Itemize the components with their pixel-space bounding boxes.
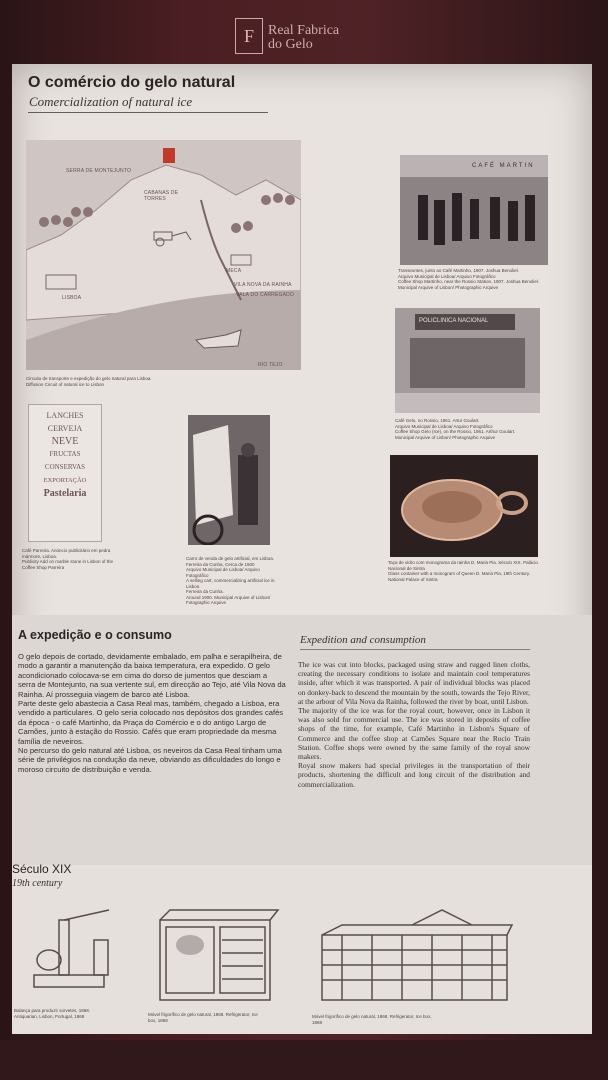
caption-line: National Palace of Sintra xyxy=(388,576,438,582)
caption-line: A selling cart, commercializing artificial ice in Lisbon. xyxy=(186,578,275,589)
photo-ice-cart xyxy=(188,415,270,545)
page-title: O comércio do gelo natural xyxy=(28,74,236,91)
poster-caption xyxy=(22,548,117,570)
crest-logo: F xyxy=(235,18,263,54)
expedition-text-pt xyxy=(18,652,286,774)
brand-name xyxy=(268,24,339,52)
title-divider xyxy=(28,112,268,113)
caption-line: Coffee Shop Martinho, near the Rossio Station, 1907. Joshua Benoliel. xyxy=(398,279,540,284)
label-meca: MECA xyxy=(226,268,242,274)
caption-line: Around 1900. Municipal Arquive of Lisbon/ Fotographic Arquive xyxy=(186,594,271,605)
route-map-drawing xyxy=(26,140,301,370)
page-subtitle: Comercialization of natural ice xyxy=(29,94,193,109)
caption-line: Café Gelo, no Rossio, 1961. Artur Goulart. xyxy=(395,418,480,423)
ice-box-drawing xyxy=(150,905,285,1010)
pt-paragraph: No percurso do gelo natural até Lisboa, os neveiros da Casa Real tinham uma série de privilégios na condução da neve, obviando as dificuldades do longo e moroso circuito de distribuição e venda. xyxy=(18,746,282,774)
caption-line: Transeuntes, junto ao Café Martinho, 1907. Joshua Benoliel. xyxy=(398,268,519,273)
red-marker-icon xyxy=(163,148,175,163)
ice-chest-caption: Móvel frigorífico de gelo natural, 1868. Refrigerator, Ice box, 1868 xyxy=(312,1014,432,1025)
caption-line: Carro de venda de gelo artificial, em Lisboa. xyxy=(186,556,275,561)
street xyxy=(395,393,540,413)
ice-box-caption: Móvel frigorífico de gelo natural, 1868. Refrigerator, Ice box, 1868 xyxy=(148,1012,258,1023)
brand-line-2: do Gelo xyxy=(268,37,313,52)
photo-cafe-martin xyxy=(400,155,548,265)
caption-line: Taça de vidro com monograma da rainha D. Maria Pia. Século XIX. Palácio Nacional de Sintra xyxy=(388,560,538,571)
header xyxy=(0,0,608,60)
glass-dish-drawing xyxy=(390,455,538,557)
en-paragraph: The ice was cut into blocks, packaged using straw and rugged linen cloths, creating the necessary conditions to isolate and maintain cool temperatures inside, after which it was transported. A pair of individual blocks was placed on donkey-back to descend the mountain by the south, towards the Tejo River, at the arbour of Vila Nova da Rainha, followed the river by boat, until Lisbon. xyxy=(298,660,530,706)
expedition-text-en xyxy=(298,660,530,789)
poster-line: CERVEJA xyxy=(47,424,83,433)
caption-line: Municipal Arquive of Lisbon/ Photographic Arquive xyxy=(395,434,496,440)
label-vila-nova: VILA NOVA DA RAINHA xyxy=(234,282,292,288)
caption-line: Arquivo Municipal de Lisboa/ Arquivo Fotográfico xyxy=(398,273,496,279)
century-heading: Século XIX xyxy=(12,862,72,876)
caption-line: Publicity Add on marble stone in Lisbon of the Coffee Shop Parreira xyxy=(22,559,114,570)
policlinica-sign: POLICLINICA NACIONAL xyxy=(419,318,489,324)
caption-line: Arquivo Municipal de Lisboa/ Arquivo Fotográfico xyxy=(186,567,260,578)
cafe-martin-sign: CAFÉ MARTIN xyxy=(472,163,535,169)
label-cabanas: CABANAS DE TORRES xyxy=(144,190,179,202)
caption-line: Café Parreira. Anúncio publicitário em pedra mármore, Lisboa. xyxy=(22,548,111,559)
ice-box-illustration xyxy=(150,905,285,1010)
caption-line: Ferreira da Cunha. xyxy=(186,589,224,594)
label-lisboa: LISBOA xyxy=(62,295,82,301)
photo-marble-poster xyxy=(28,404,102,542)
poster-line: FRUCTAS xyxy=(49,450,81,458)
poster-line: CONSERVAS xyxy=(44,463,86,471)
cafe-martin-caption xyxy=(398,268,548,290)
label-rio-tejo: RIO TEJO xyxy=(258,362,283,368)
caption-line: Municipal Arquive of Lisbon/ Photographic Arquive xyxy=(398,284,499,290)
caption-line: Ferreira da Cunha, Cerca de 1900 xyxy=(186,561,255,567)
shop-front xyxy=(410,338,525,388)
poster-line: EXPORTAÇÃO xyxy=(43,477,87,484)
map-caption xyxy=(26,376,176,387)
caption-line: Glass container with a monogram of Queen D. Maria Pia, 19th Century. xyxy=(388,571,530,576)
map-caption-pt: Circuito de transporte e expedição do gelo natural para Lisboa. xyxy=(26,376,152,381)
caption-line: Arquivo Municipal de Lisboa/ Arquivo Fotográfico xyxy=(395,423,493,429)
expedition-heading: A expedição e o consumo xyxy=(18,628,172,642)
pt-paragraph: Parte deste gelo abastecia a Casa Real mas, também, chegado a Lisboa, era vendido a particulares. O gelo seria colocado nos depósitos dos grandes cafés da época - o café Martinho, da Praça do Comércio e o do antigo Largo de Camões, junto à estação do Rossio. Cafés que eram propriedade da mesma família de neveiros. xyxy=(18,699,284,746)
en-paragraph: Royal snow makers had special privileges in the transportation of their products, shortening the difficult and long circuit of the distribution and commercialization. xyxy=(298,761,530,789)
en-paragraph: The majority of the ice was for the royal court, however, once in Lisbon it was also sold for commercial use. The ice was stored in deposits of coffee shops of the time, for example, Café Martinho in Lisbon's Square of Commerce and the coffee shop at Camões Square near the Rocio Train Station. Coffee shops were owned by the same family of the royal snow makers. xyxy=(298,706,530,762)
poster-line: Pastelaria xyxy=(43,488,87,499)
caption-line: Coffee Shop Gelo (Ice), on the Rossio, 1961. Arthur Goulart. xyxy=(395,429,516,434)
pt-paragraph: O gelo depois de cortado, devidamente embalado, em palha e serapilheira, de modo a garantir a manutenção da baixa temperatura, era expedido. O gelo acondicionado colocava-se em cima do dorso de jumentos que desciam a serra de Montejunto, na sua vertente sul, em direcção ao Tejo, até Vila Nova da Rainha. Aí prosseguia viagem de barco até Lisboa. xyxy=(18,652,286,699)
map-caption-en: Diffusion Circuit of natural ice to Lisbon xyxy=(26,381,104,387)
ice-chest-drawing xyxy=(312,905,517,1010)
label-montejunto: SERRA DE MONTEJUNTO xyxy=(66,168,132,174)
machine-caption: Balança para produzir sorvetes, 1868. Antiquarian, Lisbon, Portugal, 1868 xyxy=(14,1008,91,1019)
poster-line: LANCHES xyxy=(46,411,84,420)
photo-policlinica xyxy=(395,308,540,413)
bottom-frame xyxy=(0,1040,608,1080)
ice-chest-illustration xyxy=(312,905,517,1010)
policlinica-caption xyxy=(395,418,545,440)
label-vala: VALA DO CARREGADO xyxy=(236,292,295,298)
route-map xyxy=(26,140,301,370)
ice-cart-drawing xyxy=(188,415,270,545)
ice-cart-caption xyxy=(186,556,281,606)
glass-dish-caption xyxy=(388,560,538,582)
photo-glass-dish xyxy=(390,455,538,557)
brand-line-1: Real Fabrica xyxy=(268,23,340,38)
people-figures xyxy=(400,155,548,265)
century-heading-en: 19th century xyxy=(12,878,63,889)
expedition-divider xyxy=(300,649,530,650)
expedition-heading-en: Expedition and consumption xyxy=(300,634,426,646)
poster-line: NEVE xyxy=(51,436,79,447)
poster-text xyxy=(29,405,101,500)
ice-cream-machine-illustration xyxy=(14,900,124,1005)
machine-drawing xyxy=(14,900,124,1005)
